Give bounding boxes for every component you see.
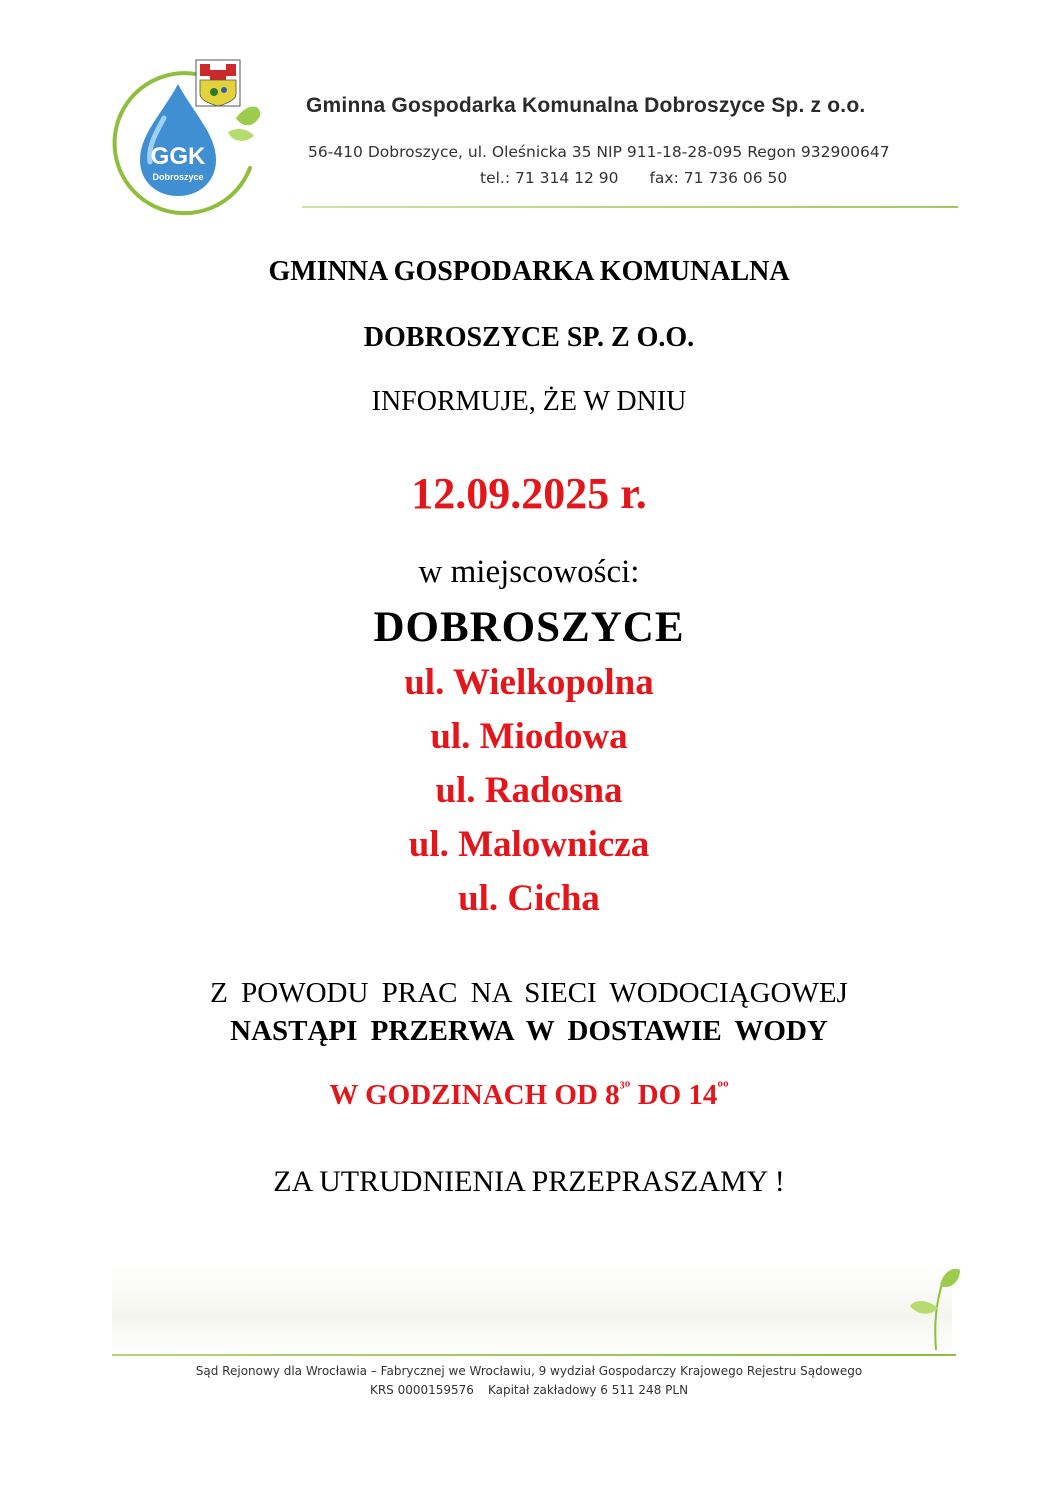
header-divider bbox=[302, 206, 958, 208]
notice-reason: Z POWODU PRAC NA SIECI WODOCIĄGOWEJ bbox=[210, 977, 848, 1009]
contact-phone: tel.: 71 314 12 90 bbox=[480, 169, 619, 187]
leaf-icon bbox=[906, 1264, 966, 1350]
footer-capital: Kapitał zakładowy 6 511 248 PLN bbox=[487, 1383, 689, 1397]
notice-title-line-2: DOBROSZYCE SP. Z O.O. bbox=[363, 322, 695, 353]
location-intro: w miejscowości: bbox=[418, 554, 640, 590]
logo-text: GGK bbox=[150, 143, 206, 170]
footer-court-info: Sąd Rejonowy dla Wrocławia – Fabrycznej we Wrocławiu, 9 wydział Gospodarczy Krajowego Rejestru Sądowego bbox=[195, 1364, 863, 1378]
notice-interruption: NASTĄPI PRZERWA W DOSTAWIE WODY bbox=[230, 1015, 828, 1047]
town-name: DOBROSZYCE bbox=[373, 604, 685, 651]
hours-start-minutes: ³º bbox=[619, 1078, 631, 1097]
street-item: ul. Wielkopolna bbox=[404, 662, 654, 703]
notice-hours bbox=[0, 1078, 1058, 1112]
hours-prefix: W GODZINACH OD 8 bbox=[329, 1079, 620, 1111]
street-item: ul. Malownicza bbox=[408, 824, 650, 865]
street-item: ul. Radosna bbox=[435, 770, 623, 811]
street-item: ul. Miodowa bbox=[430, 716, 628, 757]
contact-fax: fax: 71 736 06 50 bbox=[649, 169, 788, 187]
company-name: Gminna Gospodarka Komunalna Dobroszyce Sp. z o.o. bbox=[306, 94, 866, 117]
company-contacts bbox=[480, 169, 787, 187]
notice-informs: INFORMUJE, ŻE W DNIU bbox=[371, 386, 687, 417]
logo-subtext: Dobroszyce bbox=[152, 172, 204, 182]
footer-divider bbox=[112, 1354, 956, 1356]
coat-of-arms-icon bbox=[196, 60, 240, 106]
footer-band bbox=[112, 1262, 952, 1354]
footer-krs: KRS 0000159576 bbox=[369, 1383, 474, 1397]
notice-apology: ZA UTRUDNIENIA PRZEPRASZAMY ! bbox=[273, 1165, 785, 1198]
footer-registry-info bbox=[0, 1383, 1058, 1397]
hours-middle: DO 14 bbox=[630, 1079, 718, 1111]
notice-title-line-1: GMINNA GOSPODARKA KOMUNALNA bbox=[268, 256, 790, 287]
company-address: 56-410 Dobroszyce, ul. Oleśnicka 35 NIP 911-18-28-095 Regon 932900647 bbox=[308, 143, 890, 161]
company-logo bbox=[104, 56, 264, 222]
street-item: ul. Cicha bbox=[458, 878, 600, 919]
notice-date: 12.09.2025 r. bbox=[411, 469, 647, 518]
hours-end-minutes: ºº bbox=[717, 1078, 729, 1097]
